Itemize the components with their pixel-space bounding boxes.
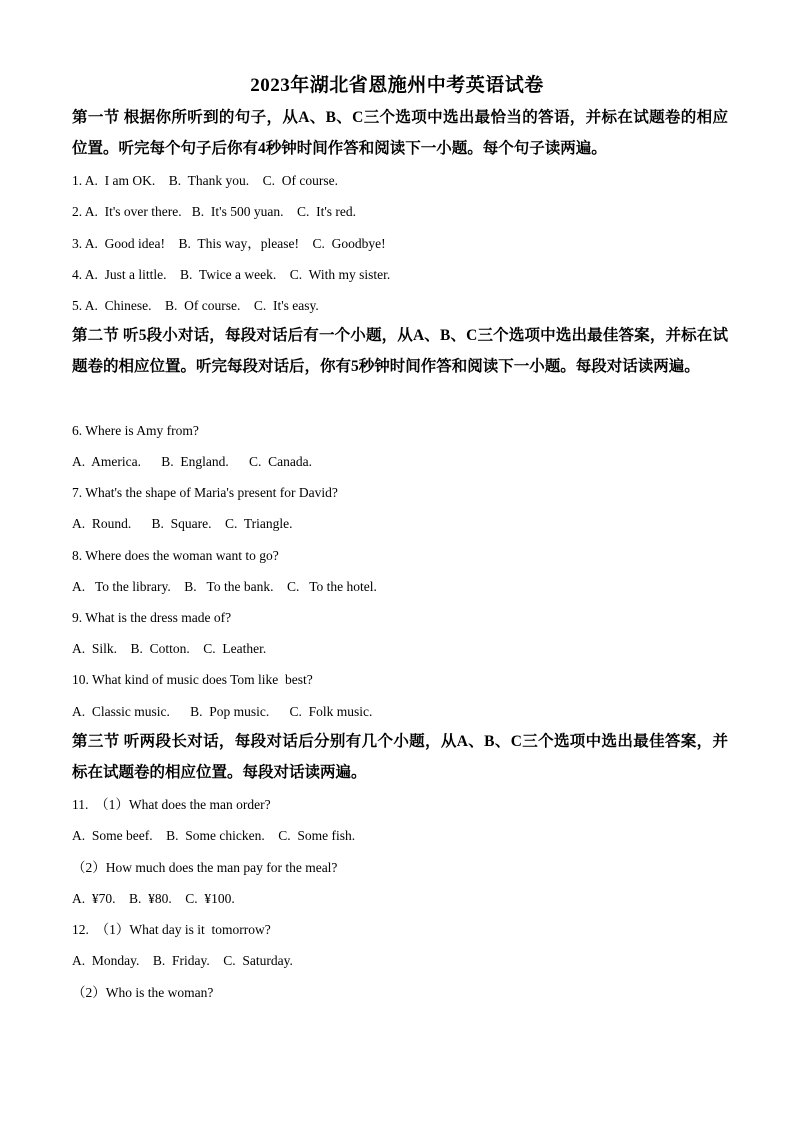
question-5: 5. A. Chinese. B. Of course. C. It's easy. [72, 298, 319, 313]
question-12-1-options: A. Monday. B. Friday. C. Saturday. [72, 953, 293, 968]
section-1-instructions: 第一节 根据你所听到的句子，从A、B、C三个选项中选出最恰当的答语，并标在试题卷的相应位置。听完每个句子后你有4秒钟时间作答和阅读下一小题。每个句子读两遍。 [72, 109, 728, 157]
question-3: 3. A. Good idea! B. This way，please! C. Goodbye! [72, 236, 386, 251]
question-4: 4. A. Just a little. B. Twice a week. C. With my sister. [72, 267, 391, 282]
question-11-1-options: A. Some beef. B. Some chicken. C. Some fish. [72, 828, 356, 843]
question-12-2: （2）Who is the woman? [72, 985, 214, 1000]
question-9: 9. What is the dress made of? [72, 610, 232, 625]
question-10: 10. What kind of music does Tom like best? [72, 672, 313, 687]
question-7-options: A. Round. B. Square. C. Triangle. [72, 516, 293, 531]
question-9-options: A. Silk. B. Cotton. C. Leather. [72, 641, 267, 656]
question-12-1: 12. （1）What day is it tomorrow? [72, 922, 271, 937]
section-3-instructions: 第三节 听两段长对话，每段对话后分别有几个小题，从A、B、C三个选项中选出最佳答案，并标在试题卷的相应位置。每段对话读两遍。 [72, 733, 728, 781]
section-2-instructions: 第二节 听5段小对话，每段对话后有一个小题，从A、B、C三个选项中选出最佳答案，并标在试题卷的相应位置。听完每段对话后，你有5秒钟时间作答和阅读下一小题。每段对话读两遍。 [72, 327, 728, 375]
question-11-2: （2）How much does the man pay for the meal? [72, 860, 338, 875]
question-7: 7. What's the shape of Maria's present for David? [72, 485, 338, 500]
question-11-1: 11. （1）What does the man order? [72, 797, 271, 812]
question-2: 2. A. It's over there. B. It's 500 yuan. C. It's red. [72, 204, 357, 219]
question-11-2-options: A. ¥70. B. ¥80. C. ¥100. [72, 891, 235, 906]
question-8-options: A. To the library. B. To the bank. C. To the hotel. [72, 579, 377, 594]
question-6-options: A. America. B. England. C. Canada. [72, 454, 312, 469]
question-8: 8. Where does the woman want to go? [72, 548, 279, 563]
question-6: 6. Where is Amy from? [72, 423, 199, 438]
page-title: 2023年湖北省恩施州中考英语试卷 [250, 75, 544, 96]
question-1: 1. A. I am OK. B. Thank you. C. Of course. [72, 173, 338, 188]
question-10-options: A. Classic music. B. Pop music. C. Folk music. [72, 704, 373, 719]
